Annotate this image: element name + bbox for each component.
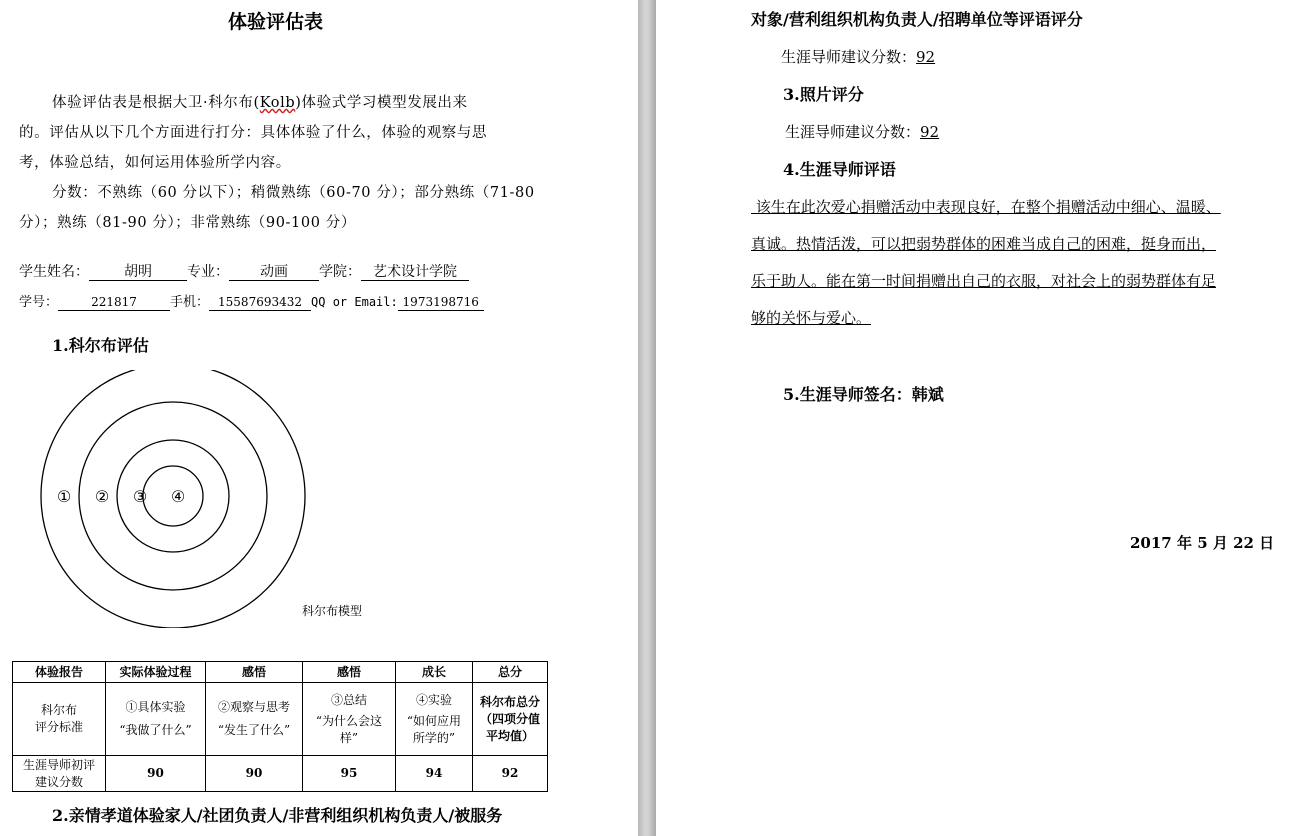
cell-line: ①具体实验 [125,700,186,714]
student-major: 动画 [229,264,319,281]
student-email: 1973198716 [398,294,484,311]
section-2-heading: 2.亲情孝道体验家人/社团负责人/非营利组织机构负责人/被服务 [52,806,503,825]
intro-line-3: 考，体验总结，如何运用体验所学内容。 [19,155,291,171]
criteria-cell [303,683,396,756]
section-5-signature: 5.生涯导师签名：韩斌 [783,385,944,404]
header-cell: 感悟 [206,662,303,683]
table-row-scores [13,756,548,792]
diagram-caption: 科尔布模型 [302,604,363,618]
ring-label-1: ① [56,487,72,506]
intro-text: )体验式学习模型发展出来 [295,95,468,111]
score-cell: 90 [206,756,303,792]
header-cell: 实际体验过程 [106,662,206,683]
criteria-cell [206,683,303,756]
kolb-score-table [12,661,548,792]
comment-line-2: 真诚。热情活泼，可以把弱势群体的困难当成自己的困难，挺身而出， [751,235,1217,253]
header-cell: 感悟 [303,662,396,683]
ring-label-2: ② [94,487,110,506]
student-phone: 15587693432 [209,294,311,311]
email-label: QQ or Email: [311,295,398,309]
student-college: 艺术设计学院 [361,264,469,281]
document-title: 体验评估表 [228,11,324,33]
cell-line: 评分标准 [34,720,83,734]
id-label: 学号： [19,295,59,310]
cell-line: “发生了什么” [217,723,291,737]
section-3-score: 92 [920,123,940,141]
score-label: 生涯导师建议分数： [781,48,917,66]
intro-line-1 [52,91,468,112]
left-page [0,0,638,836]
comment-line-4: 够的关怀与爱心。 [751,309,872,327]
score-cell: 95 [303,756,396,792]
major-label: 专业： [187,264,229,280]
page-gutter [638,0,656,836]
section-2-heading-cont: 对象/营利组织机构负责人/招聘单位等评语评分 [751,10,1083,29]
cell-line: 科尔布 [40,703,77,717]
criteria-cell [106,683,206,756]
score-label-cell [13,756,106,792]
table-header-row [13,662,548,683]
cell-line: ④实验 [415,692,452,707]
student-info-row-2 [19,291,484,311]
college-label: 学院： [319,264,361,280]
intro-line-2: 的。评估从以下几个方面进行打分：具体体验了什么，体验的观察与思 [19,125,488,141]
student-id: 221817 [58,294,170,311]
name-label: 学生姓名： [19,264,89,280]
comment-line-1: 该生在此次爱心捐赠活动中表现良好，在整个捐赠活动中细心、温暖、 [751,198,1221,216]
cell-line: 样” [339,730,359,745]
scoring-line-2: 分）；熟练（81-90 分）；非常熟练（90-100 分） [19,215,356,231]
phone-label: 手机： [170,295,210,310]
section-2-score: 92 [916,48,936,66]
cell-line: （四项分值 [479,711,540,726]
cell-line: “为什么会这 [315,713,383,728]
section-3-heading: 3.照片评分 [783,85,864,104]
header-cell: 总分 [473,662,548,683]
scoring-line-1: 分数：不熟练（60 分以下）；稍微熟练（60-70 分）；部分熟练（71-80 [52,185,535,201]
cell-line: ③总结 [330,692,367,707]
cell-line: 科尔布总分 [479,694,540,709]
student-name: 胡明 [89,264,187,281]
cell-line: “我做了什么” [119,723,192,737]
criteria-cell [13,683,106,756]
cell-line: 建议分数 [34,774,83,789]
criteria-cell [473,683,548,756]
section-1-heading: 1.科尔布评估 [52,336,149,355]
header-cell: 成长 [396,662,473,683]
table-row-criteria [13,683,548,756]
header-cell: 体验报告 [13,662,106,683]
cell-line: 平均值） [485,728,534,743]
score-cell: 90 [106,756,206,792]
score-cell: 92 [473,756,548,792]
section-2-score-line [781,46,935,67]
comment-line-3: 乐于助人。能在第一时间捐赠出自己的衣服，对社会上的弱势群体有足 [751,272,1217,290]
kolb-model-diagram [39,370,309,628]
kolb-word: Kolb [259,95,296,111]
intro-text: 体验评估表是根据大卫·科尔布( [52,95,260,111]
ring-label-4: ④ [170,487,186,506]
score-cell: 94 [396,756,473,792]
document-date: 2017 年 5 月 22 日 [1130,534,1275,552]
cell-line: “如何应用 [406,713,462,728]
student-info-row-1 [19,261,469,281]
section-4-heading: 4.生涯导师评语 [783,160,896,179]
right-page [656,0,1292,836]
cell-line: 生涯导师初评 [22,757,95,772]
ring-label-3: ③ [132,487,148,506]
section-3-score-line [785,121,939,142]
cell-line: 所学的” [412,730,456,745]
cell-line: ②观察与思考 [217,700,290,714]
criteria-cell [396,683,473,756]
score-label: 生涯导师建议分数： [785,123,921,141]
